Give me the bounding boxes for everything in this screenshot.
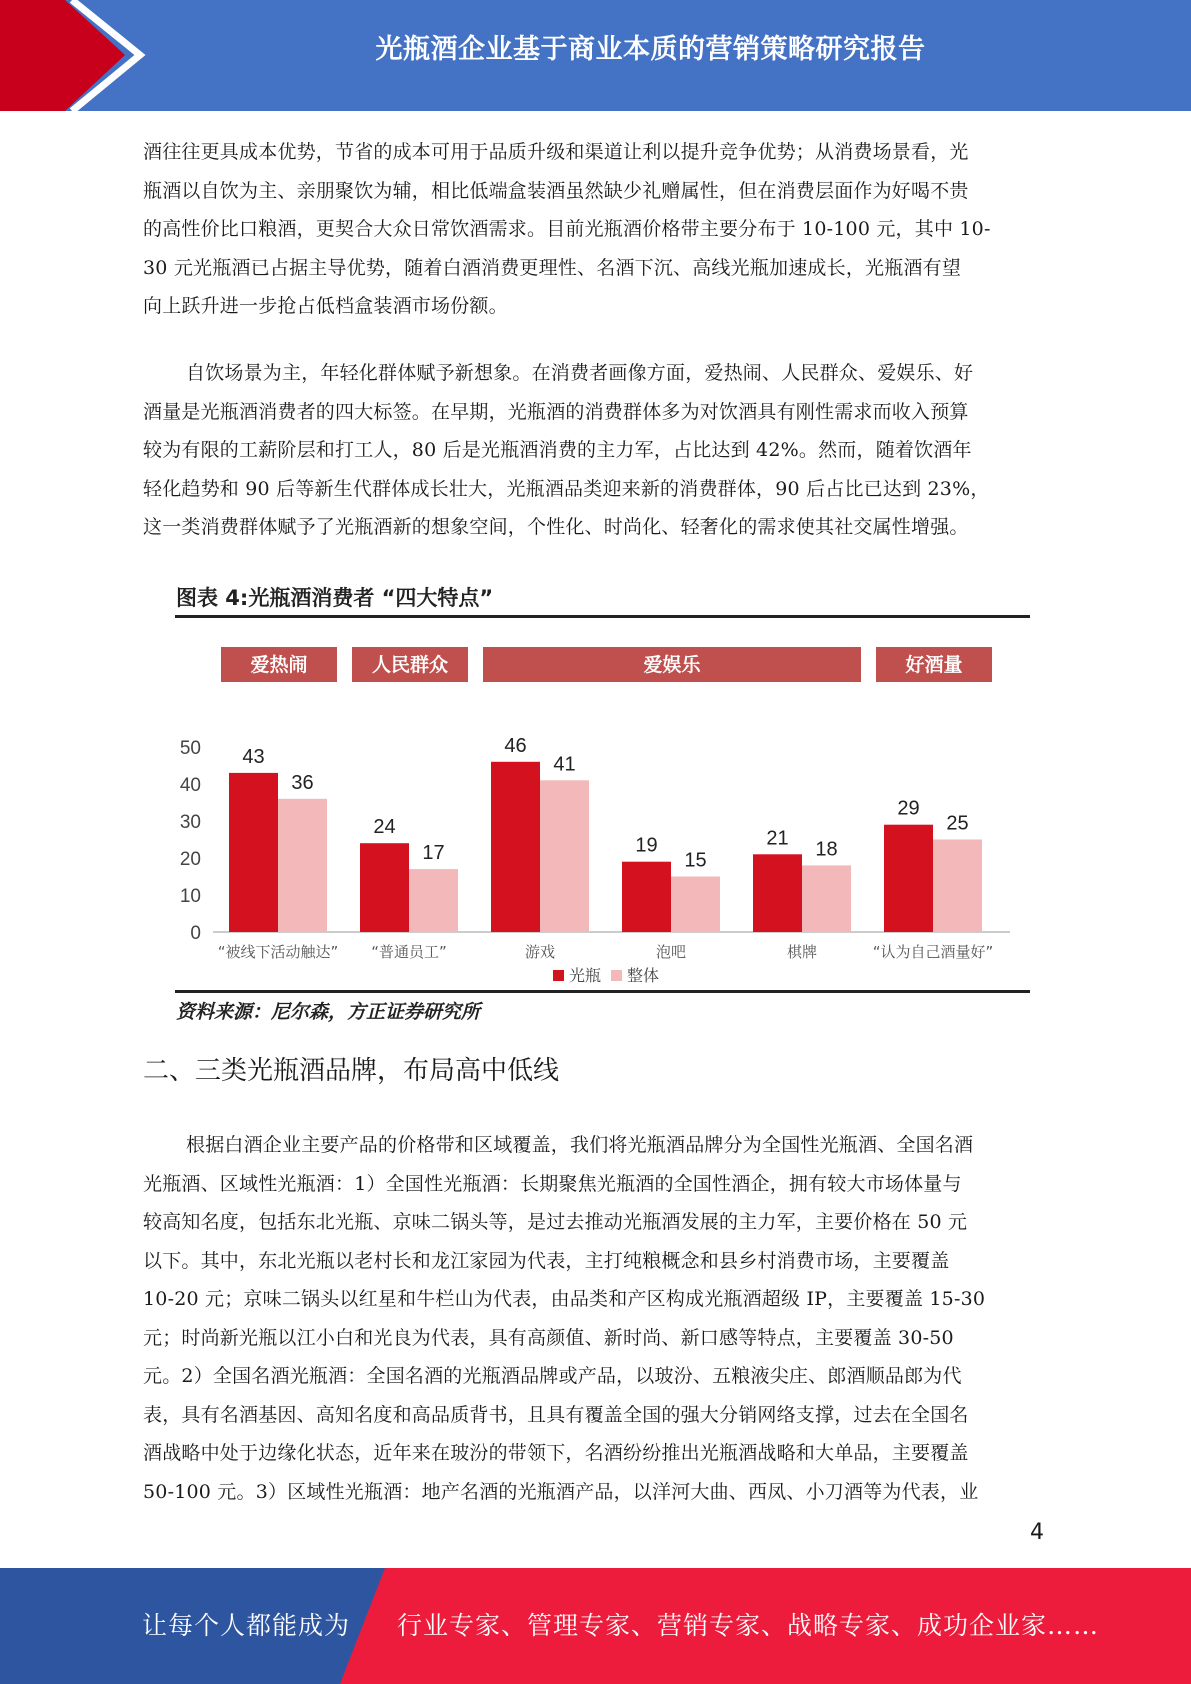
bar-光瓶 — [229, 773, 278, 932]
paragraph-3 — [143, 1126, 1045, 1511]
y-tick-label: 20 — [179, 849, 201, 870]
text-line: 的高性价比口粮酒，更契合大众日常饮酒需求。目前光瓶酒价格带主要分布于 10-100 元，其中 10- — [143, 218, 991, 240]
text-line: 50-100 元。3）区域性光瓶酒：地产名酒的光瓶酒产品，以洋河大曲、西凤、小刀酒等为代表，业 — [143, 1480, 979, 1503]
bar-光瓶 — [884, 825, 933, 932]
data-label: 43 — [242, 745, 265, 768]
text-line: 轻化趋势和 90 后等新生代群体成长壮大，光瓶酒品类迎来新的消费群体，90 后占比已达到 23%， — [143, 477, 990, 500]
group-tag-label: 爱娱乐 — [643, 654, 701, 676]
legend-swatch — [611, 970, 622, 981]
text-line: 酒量是光瓶酒消费者的四大标签。在早期，光瓶酒的消费群体多为对饮酒具有刚性需求而收入预算 — [143, 400, 969, 423]
header-arrow-shape — [0, 0, 160, 111]
x-tick-label: 泡吧 — [655, 943, 687, 961]
text-line: 向上跃升进一步抢占低档盒装酒市场份额。 — [143, 295, 508, 317]
figure-bottom-rule — [175, 990, 1030, 993]
data-label: 19 — [635, 834, 658, 857]
footer-slogan-left: 让每个人都能成为 — [142, 1611, 351, 1640]
paragraph-2 — [143, 354, 1045, 547]
x-tick-label: 游戏 — [524, 943, 556, 961]
y-tick-label: 0 — [190, 923, 201, 944]
x-tick-label: “普通员工” — [371, 943, 447, 961]
text-line: 根据白酒企业主要产品的价格带和区域覆盖，我们将光瓶酒品牌分为全国性光瓶酒、全国名酒 — [186, 1134, 974, 1156]
data-label: 46 — [504, 734, 527, 757]
y-tick-label: 40 — [179, 775, 201, 796]
data-label: 41 — [553, 753, 576, 776]
group-tag-label: 爱热闹 — [250, 654, 308, 676]
figure-top-rule — [175, 615, 1030, 618]
x-tick-label: “被线下活动触达” — [217, 943, 339, 961]
data-label: 24 — [373, 816, 396, 839]
text-line: 酒往往更具成本优势，节省的成本可用于品质升级和渠道让利以提升竞争优势；从消费场景看，光 — [143, 141, 969, 163]
data-label: 18 — [815, 838, 838, 861]
text-line: 以下。其中，东北光瓶以老村长和龙江家园为代表，主打纯粮概念和县乡村消费市场，主要覆盖 — [143, 1249, 950, 1272]
bar-整体 — [671, 877, 720, 933]
bar-光瓶 — [360, 843, 409, 932]
figure-4 — [165, 572, 1041, 1040]
figure-source: 资料来源：尼尔森，方正证券研究所 — [176, 1001, 481, 1023]
legend-label: 整体 — [627, 966, 660, 985]
data-label: 21 — [766, 827, 789, 850]
footer-slogan-right: 行业专家、管理专家、营销专家、战略专家、成功企业家…… — [397, 1611, 1100, 1640]
data-label: 17 — [422, 842, 445, 865]
footer-band — [0, 1568, 1191, 1684]
bar-整体 — [278, 799, 327, 932]
data-label: 15 — [684, 849, 707, 872]
section-heading: 二、三类光瓶酒品牌，布局高中低线 — [143, 1056, 560, 1086]
header-band — [0, 0, 1191, 111]
text-line: 元；时尚新光瓶以江小白和光良为代表，具有高颜值、新时尚、新口感等特点，主要覆盖 30-50 — [143, 1326, 954, 1349]
legend-swatch — [553, 970, 564, 981]
figure-title: 图表 4:光瓶酒消费者 “四大特点” — [176, 586, 494, 610]
group-tag-label: 人民群众 — [371, 654, 449, 676]
y-tick-label: 30 — [179, 812, 201, 833]
text-line: 表，具有名酒基因、高知名度和高品质背书，且具有覆盖全国的强大分销网络支撑，过去在全国名 — [143, 1403, 969, 1426]
text-line: 自饮场景为主，年轻化群体赋予新想象。在消费者画像方面，爱热闹、人民群众、爱娱乐、好 — [186, 362, 974, 384]
x-tick-label: “认为自己酒量好” — [872, 943, 994, 961]
y-tick-label: 10 — [179, 886, 201, 907]
bar-光瓶 — [491, 762, 540, 932]
bar-整体 — [802, 865, 851, 932]
x-tick-label: 棋牌 — [786, 943, 818, 961]
text-line: 30 元光瓶酒已占据主导优势，随着白酒消费更理性、名酒下沉、高线光瓶加速成长，光瓶酒有望 — [143, 256, 962, 279]
text-line: 10-20 元；京味二锅头以红星和牛栏山为代表，由品类和产区构成光瓶酒超级 IP，主要覆盖 15-30 — [143, 1288, 986, 1310]
bar-整体 — [540, 780, 589, 932]
legend-label: 光瓶 — [569, 966, 602, 985]
text-line: 酒战略中处于边缘化状态，近年来在玻汾的带领下，名酒纷纷推出光瓶酒战略和大单品，主要覆盖 — [143, 1442, 969, 1464]
text-line: 较高知名度，包括东北光瓶、京味二锅头等，是过去推动光瓶酒发展的主力军，主要价格在 50 元 — [143, 1211, 968, 1233]
document-title: 光瓶酒企业基于商业本质的营销策略研究报告 — [375, 34, 926, 65]
data-label: 36 — [291, 771, 314, 794]
text-line: 光瓶酒、区域性光瓶酒：1）全国性光瓶酒：长期聚焦光瓶酒的全国性酒企，拥有较大市场体量与 — [143, 1172, 962, 1195]
bar-整体 — [933, 840, 982, 933]
text-line: 瓶酒以自饮为主、亲朋聚饮为辅，相比低端盒装酒虽然缺少礼赠属性，但在消费层面作为好喝不贵 — [143, 179, 969, 202]
data-label: 29 — [897, 797, 920, 820]
bar-光瓶 — [622, 862, 671, 932]
paragraph-1 — [143, 133, 1045, 326]
bar-chart — [165, 622, 1041, 1012]
bar-整体 — [409, 869, 458, 932]
text-line: 较为有限的工薪阶层和打工人，80 后是光瓶酒消费的主力军，占比达到 42%。然而，随着饮酒年 — [143, 439, 972, 461]
bar-光瓶 — [753, 854, 802, 932]
text-line: 这一类消费群体赋予了光瓶酒新的想象空间，个性化、时尚化、轻奢化的需求使其社交属性增强。 — [143, 516, 969, 538]
data-label: 25 — [946, 812, 969, 835]
text-line: 元。2）全国名酒光瓶酒：全国名酒的光瓶酒品牌或产品，以玻汾、五粮液尖庄、郎酒顺品郎为代 — [143, 1365, 962, 1387]
page-number: 4 — [1030, 1520, 1044, 1545]
group-tag-label: 好酒量 — [905, 654, 963, 676]
y-tick-label: 50 — [179, 738, 201, 759]
